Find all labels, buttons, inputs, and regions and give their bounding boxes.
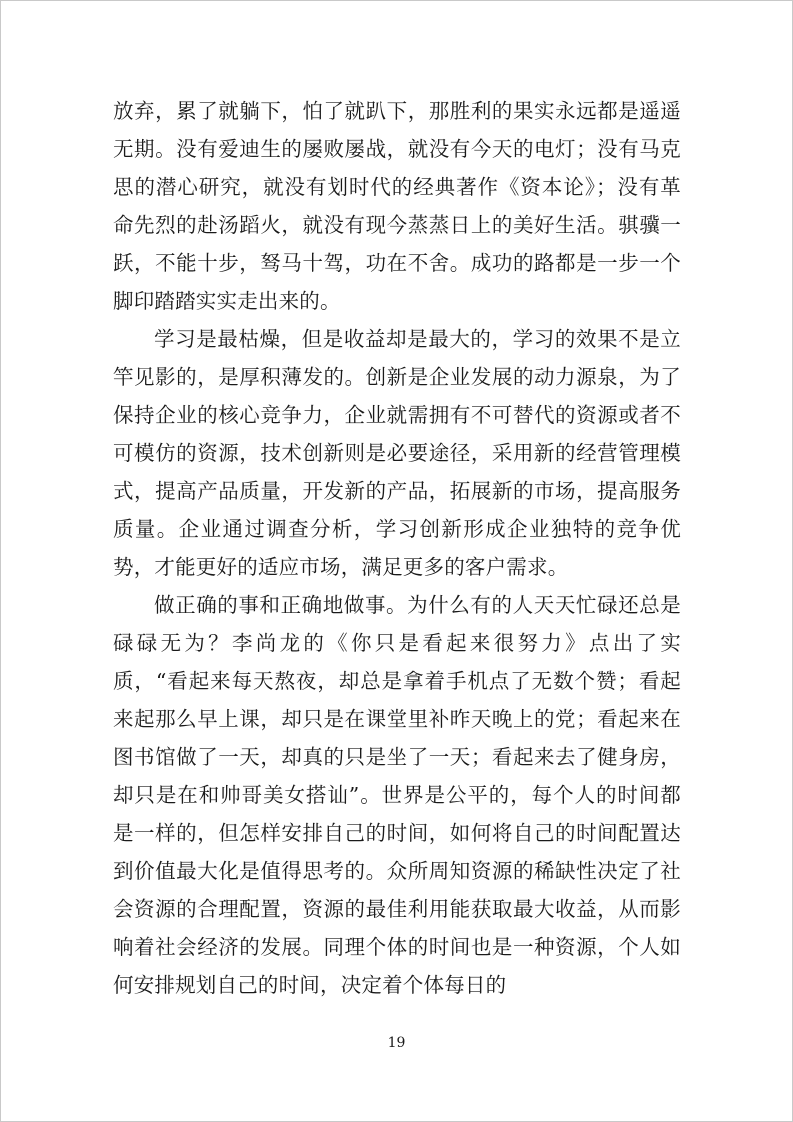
page-content [113, 92, 681, 1004]
paragraph-1: 放弃，累了就躺下，怕了就趴下，那胜利的果实永远都是遥遥无期。没有爱迪生的屡败屡战，就没有今天的电灯；没有马克思的潜心研究，就没有划时代的经典著作《资本论》；没有革命先烈的赴汤蹈火，就没有现今蒸蒸日上的美好生活。骐骥一跃，不能十步，驽马十驾，功在不舍。成功的路都是一步一个脚印踏踏实实走出来的。 [113, 99, 681, 313]
paragraph-3: 做正确的事和正确地做事。为什么有的人天天忙碌还总是碌碌无为？李尚龙的《你只是看起来很努力》点出了实质，“看起来每天熬夜，却总是拿着手机点了无数个赞；看起来起那么早上课，却只是在课堂里补昨天晚上的党；看起来在图书馆做了一天，却真的只是坐了一天；看起来去了健身房，却只是在和帅哥美女搭讪”。世界是公平的，每个人的时间都是一样的，但怎样安排自己的时间，如何将自己的时间配置达到价值最大化是值得思考的。众所周知资源的稀缺性决定了社会资源的合理配置，资源的最佳利用能获取最大收益，从而影响着社会经济的发展。同理个体的时间也是一种资源，个人如何安排规划自己的时间，决定着个体每日的 [113, 593, 681, 997]
page-number: 19 [387, 1035, 406, 1051]
paragraph-2: 学习是最枯燥，但是收益却是最大的，学习的效果不是立竿见影的，是厚积薄发的。创新是企业发展的动力源泉，为了保持企业的核心竞争力，企业就需拥有不可替代的资源或者不可模仿的资源，技术创新则是必要途径，采用新的经营管理模式，提高产品质量，开发新的产品，拓展新的市场，提高服务质量。企业通过调查分析，学习创新形成企业独特的竞争优势，才能更好的适应市场，满足更多的客户需求。 [113, 327, 681, 579]
